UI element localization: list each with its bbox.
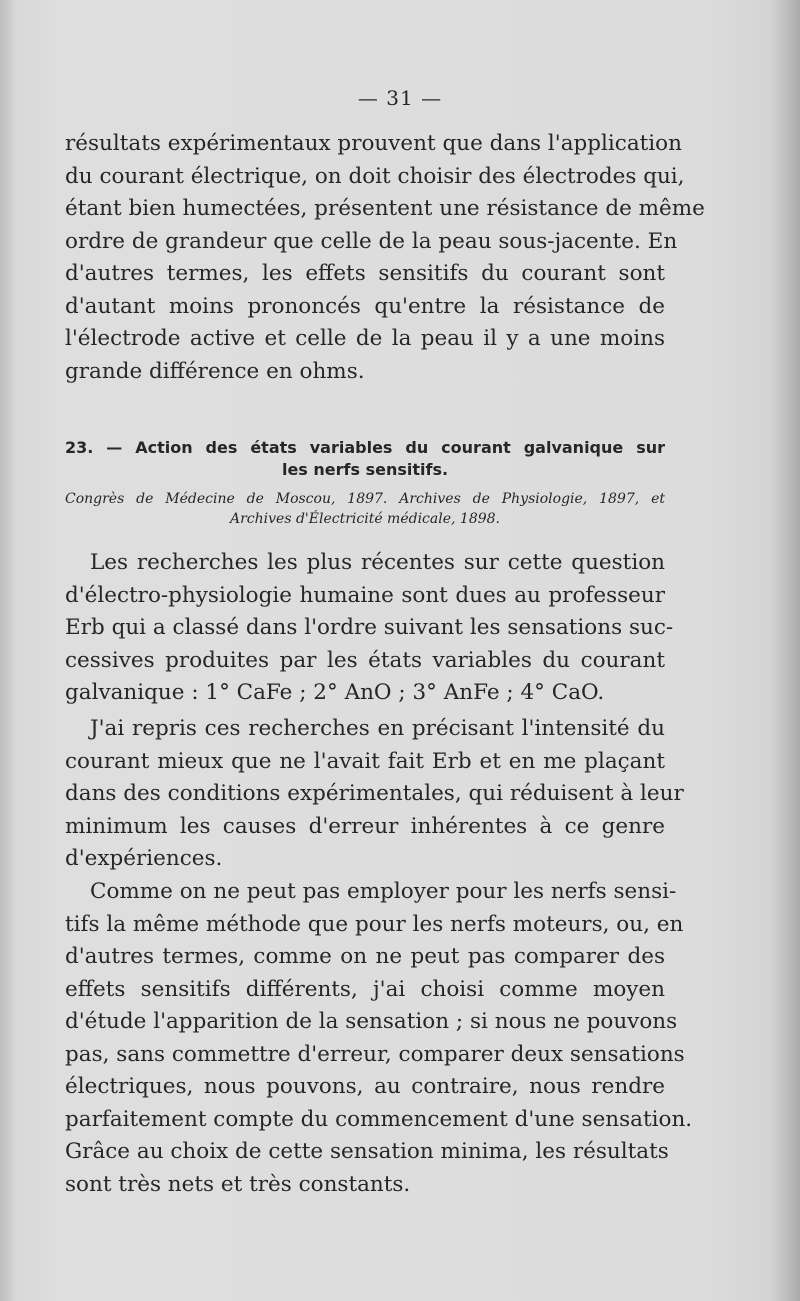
text-line: résultats expérimentaux prouvent que dans l'application bbox=[65, 131, 682, 156]
text-line: J'ai repris ces recherches en précisant l'intensité du bbox=[90, 716, 665, 741]
text-line: minimum les causes d'erreur inhérentes à ce genre bbox=[65, 813, 665, 839]
paragraph-4 bbox=[65, 876, 693, 1201]
section-heading-line: 23. — Action des états variables du courant galvanique sur bbox=[65, 438, 665, 457]
text-line: Grâce au choix de cette sensation minima, les résultats bbox=[65, 1139, 669, 1164]
text-line: sont très nets et très constants. bbox=[65, 1171, 411, 1197]
text-line: étant bien humectées, présentent une résistance de même bbox=[65, 196, 705, 221]
paragraph-3 bbox=[65, 713, 684, 876]
text-line: électriques, nous pouvons, au contraire, nous rendre bbox=[65, 1074, 665, 1099]
text-line: d'étude l'apparition de la sensation ; si nous ne pouvons bbox=[65, 1009, 678, 1034]
text-line: parfaitement compte du commencement d'une sensation. bbox=[65, 1106, 693, 1132]
citation-line: Congrès de Médecine de Moscou, 1897. Archives de Physiologie, 1897, et bbox=[65, 491, 665, 507]
section-citation bbox=[65, 489, 665, 529]
text-line: Comme on ne peut pas employer pour les nerfs sensi- bbox=[90, 879, 677, 904]
paragraph-2 bbox=[65, 547, 674, 710]
text-line: grande différence en ohms. bbox=[65, 358, 365, 384]
text-line: d'expériences. bbox=[65, 846, 223, 871]
section-heading-line: les nerfs sensitifs. bbox=[281, 460, 449, 479]
text-line: du courant électrique, on doit choisir des électrodes qui, bbox=[65, 163, 685, 189]
text-line: cessives produites par les états variables du courant bbox=[65, 647, 665, 673]
text-line: galvanique : 1° CaFe ; 2° AnO ; 3° AnFe ; 4° CaO. bbox=[65, 680, 605, 705]
paragraph-intro bbox=[65, 128, 705, 388]
citation-line: Archives d'Électricité médicale, 1898. bbox=[229, 511, 500, 527]
page-number: — 31 — bbox=[357, 86, 443, 110]
text-line: effets sensitifs différents, j'ai choisi comme moyen bbox=[65, 976, 665, 1002]
text-line: d'autres termes, les effets sensitifs du courant sont bbox=[65, 261, 665, 286]
text-line: dans des conditions expérimentales, qui réduisent à leur bbox=[65, 781, 684, 806]
text-line: Les recherches les plus récentes sur cette question bbox=[90, 550, 665, 575]
text-line: l'électrode active et celle de la peau il y a une moins bbox=[65, 326, 665, 351]
text-line: tifs la même méthode que pour les nerfs moteurs, ou, en bbox=[65, 911, 684, 937]
text-line: ordre de grandeur que celle de la peau sous-jacente. En bbox=[65, 228, 678, 254]
text-line: d'autres termes, comme on ne peut pas comparer des bbox=[65, 944, 665, 969]
section-heading bbox=[65, 437, 665, 481]
text-line: Erb qui a classé dans l'ordre suivant les sensations suc- bbox=[65, 615, 674, 640]
text-line: courant mieux que ne l'avait fait Erb et en me plaçant bbox=[65, 748, 665, 774]
text-line: d'autant moins prononcés qu'entre la résistance de bbox=[65, 293, 665, 319]
text-line: pas, sans commettre d'erreur, comparer deux sensations bbox=[65, 1041, 685, 1067]
text-line: d'électro-physiologie humaine sont dues au professeur bbox=[65, 582, 665, 608]
